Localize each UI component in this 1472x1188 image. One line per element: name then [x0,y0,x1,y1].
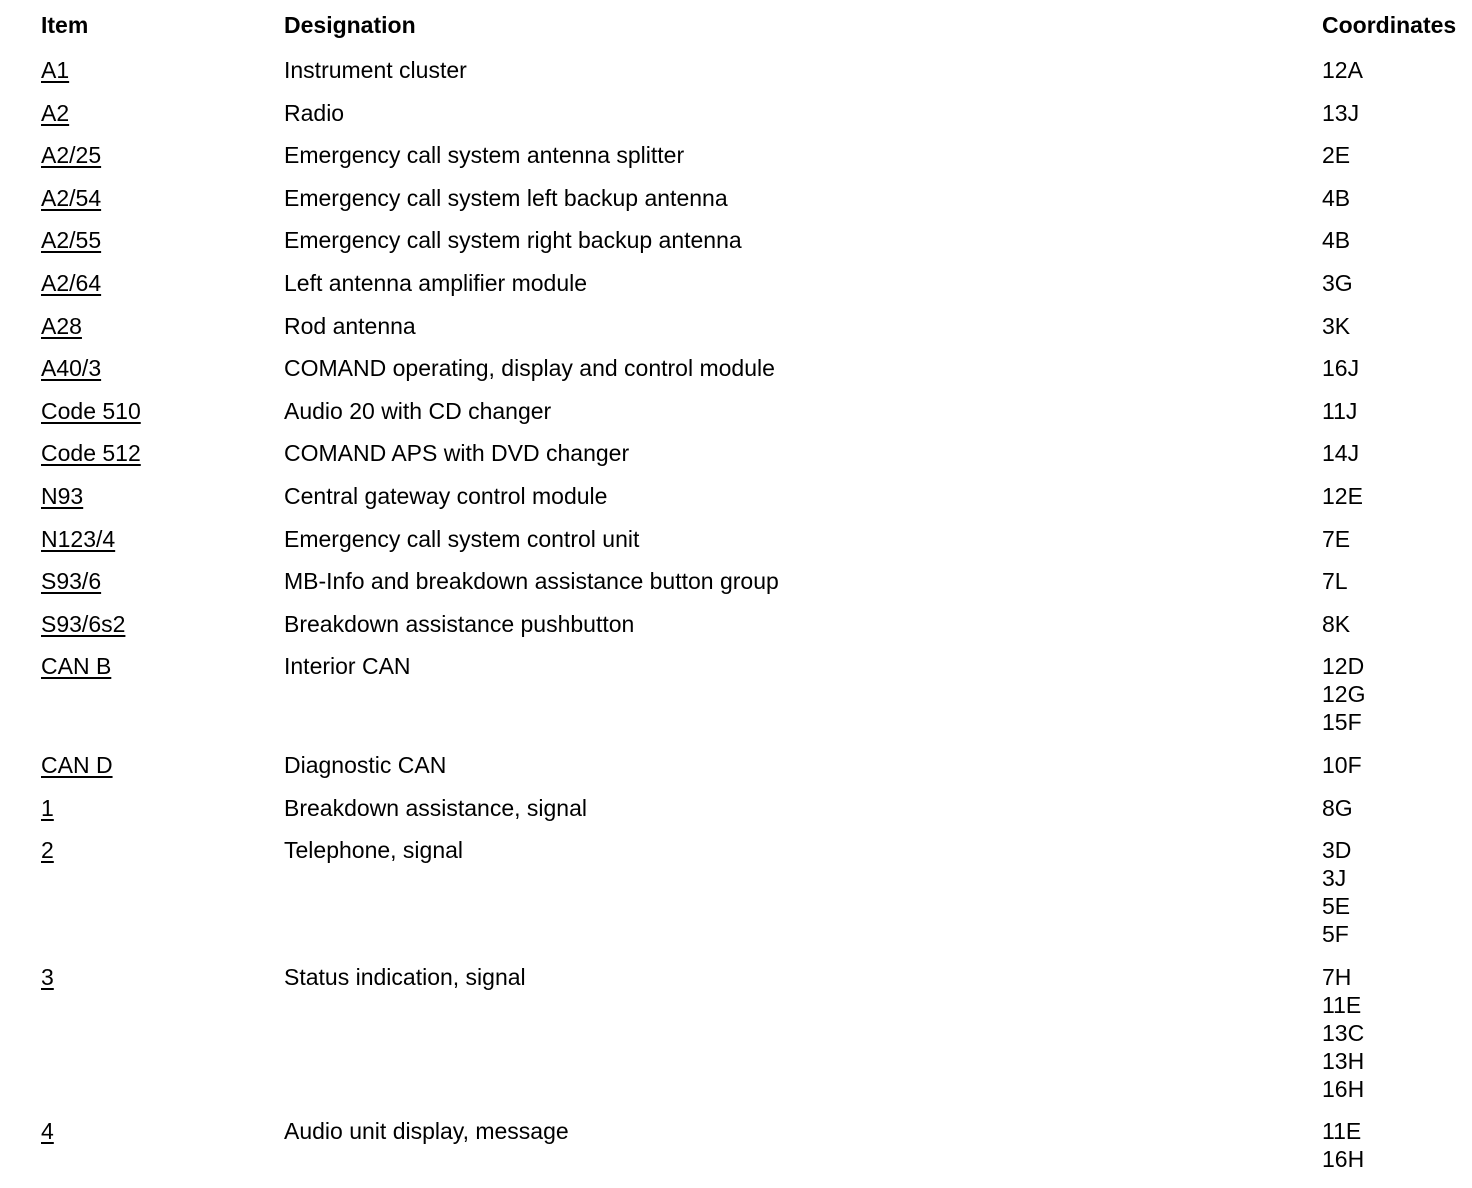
coordinates-cell [1322,184,1350,212]
item-link[interactable]: A2/64 [41,270,102,296]
coordinate-value: 16H [1322,1075,1365,1102]
designation-cell: COMAND operating, display and control module [284,355,775,382]
coordinate-value: 7H [1322,963,1352,990]
coordinates-cell [1322,99,1359,127]
item-link[interactable]: N93 [41,483,84,509]
designation-cell: Status indication, signal [284,963,526,990]
coordinate-value: 12A [1322,57,1363,83]
designation-cell: Emergency call system left backup antenna [284,184,728,211]
coordinates-cell [1322,751,1362,779]
item-link[interactable]: CAN D [41,752,113,778]
item-link[interactable]: S93/6s2 [41,610,126,637]
coordinate-value: 7L [1322,568,1348,595]
header-designation: Designation [284,12,416,38]
coordinate-value: 5F [1322,921,1349,948]
coordinates-cell [1322,567,1348,595]
designation-cell: Audio unit display, message [284,1118,569,1145]
coordinate-value: 3K [1322,312,1351,339]
designation-cell: Interior CAN [284,653,411,680]
coordinate-value: 5E [1322,893,1351,920]
coordinates-cell [1322,836,1351,948]
coordinate-value: 3G [1322,270,1353,296]
item-link[interactable]: 2 [41,837,54,864]
coordinate-value: 7E [1322,525,1351,552]
coordinate-value: 4B [1322,184,1351,211]
coordinate-value: 14J [1322,440,1360,467]
coordinate-value: 4B [1322,227,1351,254]
designation-cell: Telephone, signal [284,837,464,864]
coordinate-value: 11E [1322,1118,1362,1145]
item-link[interactable]: Code 510 [41,397,141,424]
coordinates-cell [1322,525,1350,553]
coordinates-cell [1322,794,1353,822]
designation-cell: Emergency call system control unit [284,525,640,552]
designation-cell: Diagnostic CAN [284,752,447,778]
coordinates-cell [1322,397,1357,425]
item-link[interactable]: Code 512 [41,440,141,467]
item-link[interactable]: A1 [41,57,70,83]
designation-cell: Radio [284,99,345,126]
designation-cell: Left antenna amplifier module [284,270,588,296]
designation-cell: Emergency call system right backup antenna [284,227,742,254]
coordinates-cell [1322,56,1363,84]
coordinate-value: 12D [1322,653,1365,680]
coordinates-cell [1322,269,1353,297]
header-item: Item [41,12,89,38]
designation-cell: MB-Info and breakdown assistance button group [284,568,779,595]
item-link[interactable]: 4 [41,1118,54,1145]
item-link[interactable]: 1 [41,794,54,821]
designation-cell: Breakdown assistance pushbutton [284,610,635,637]
item-link[interactable]: A2/25 [41,142,102,169]
coordinate-value: 3D [1322,837,1352,864]
item-link[interactable]: N123/4 [41,525,116,552]
coordinate-value: 8G [1322,794,1353,821]
coordinate-value: 12G [1322,681,1366,708]
coordinate-value: 8K [1322,610,1351,637]
designation-cell: Instrument cluster [284,57,467,83]
coordinate-value: 11J [1322,397,1358,424]
designation-cell: Audio 20 with CD changer [284,397,552,424]
coordinate-value: 3J [1322,865,1347,892]
designation-cell: Breakdown assistance, signal [284,794,587,821]
item-link[interactable]: A40/3 [41,355,102,382]
coordinates-cell [1322,652,1365,736]
item-link[interactable]: A28 [41,312,82,339]
coordinates-cell [1322,610,1350,638]
coordinate-value: 13C [1322,1019,1365,1046]
coordinate-value: 13J [1322,99,1360,126]
coordinates-cell [1322,482,1363,510]
header-coordinates: Coordinates [1322,12,1457,38]
coordinates-cell [1322,312,1350,340]
item-link[interactable]: 3 [41,963,54,990]
item-link[interactable]: CAN B [41,653,112,680]
designation-cell: Emergency call system antenna splitter [284,142,685,169]
coordinates-cell [1322,439,1359,467]
coordinates-cell [1322,1117,1364,1173]
item-link[interactable]: A2 [41,99,70,126]
coordinate-value: 13H [1322,1047,1365,1074]
coordinate-value: 16J [1322,355,1360,382]
coordinate-value: 16H [1322,1146,1365,1173]
designation-cell: Rod antenna [284,312,416,339]
coordinate-value: 2E [1322,142,1351,169]
coordinates-cell [1322,963,1364,1103]
coordinate-value: 11E [1322,991,1362,1018]
designation-cell: COMAND APS with DVD changer [284,440,630,467]
table-header [0,0,1472,42]
designation-cell: Central gateway control module [284,483,608,509]
item-link[interactable]: S93/6 [41,568,102,595]
item-link[interactable]: A2/54 [41,184,102,211]
coordinate-value: 12E [1322,483,1363,509]
item-link[interactable]: A2/55 [41,227,102,254]
coordinates-cell [1322,141,1350,169]
coordinate-value: 15F [1322,709,1362,736]
coordinates-cell [1322,226,1350,254]
coordinates-cell [1322,354,1359,382]
coordinate-value: 10F [1322,752,1362,778]
